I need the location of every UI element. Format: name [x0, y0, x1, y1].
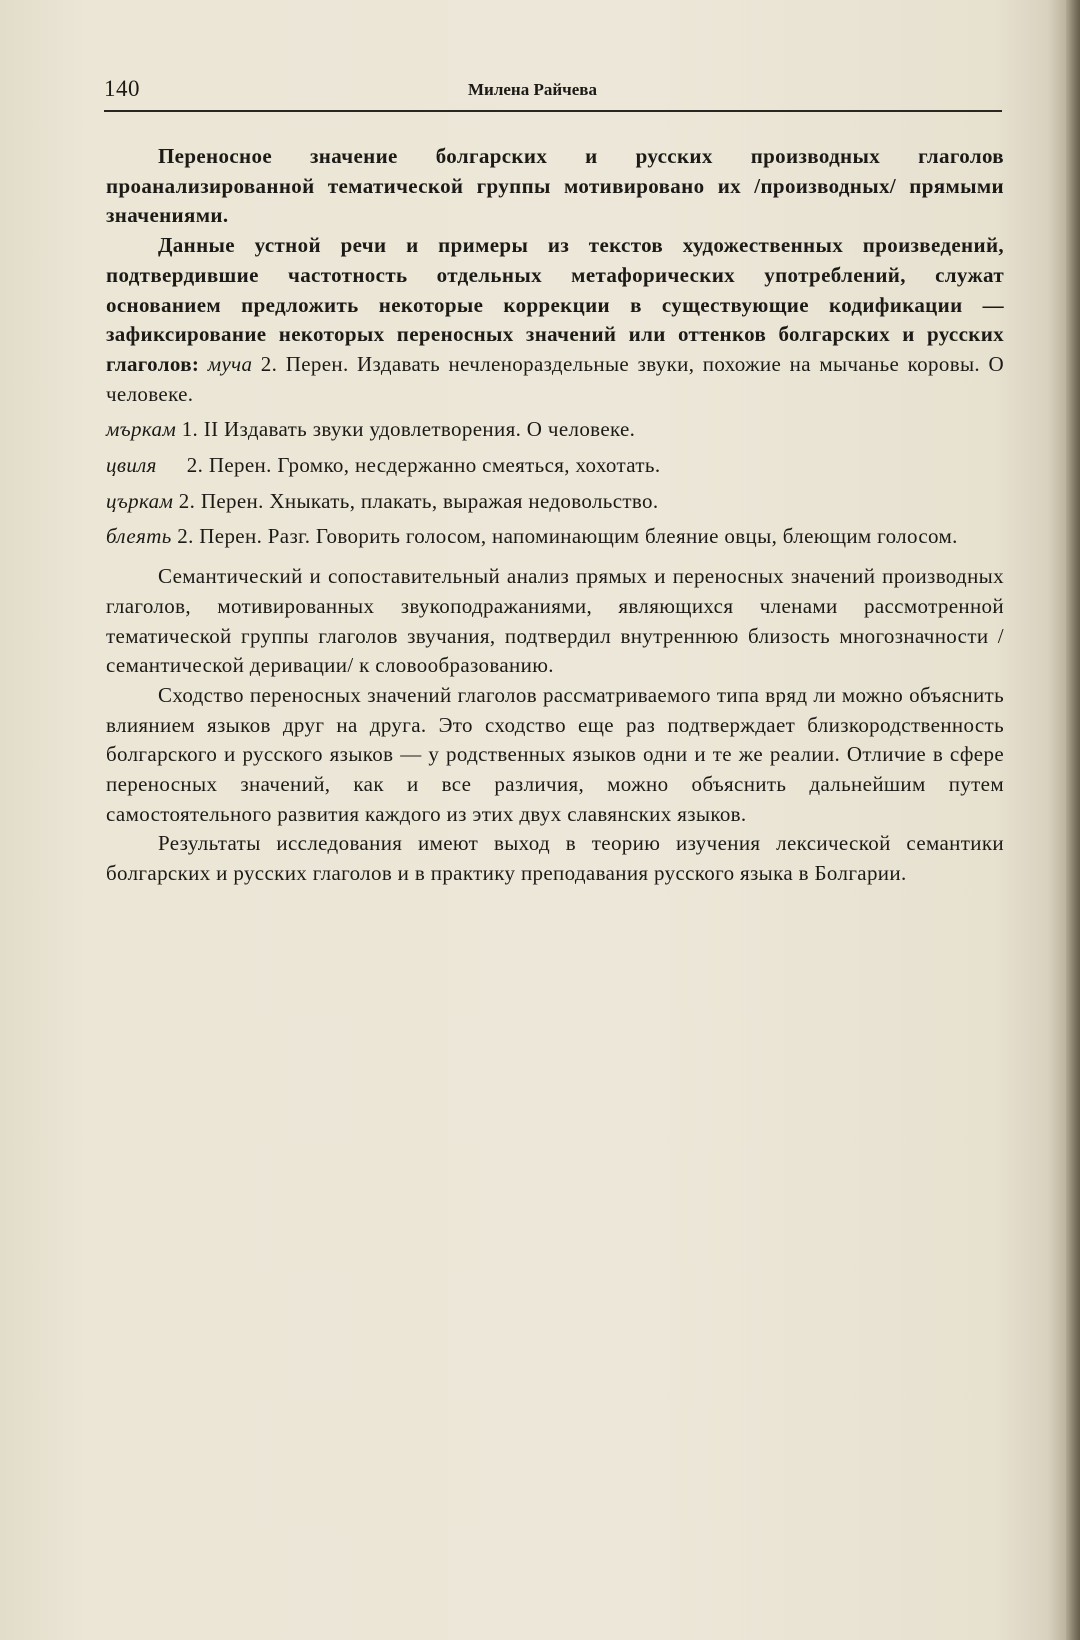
paragraph-2-bold: Данные устной речи и примеры из текстов художественных произведений, подтвердившие частотность отдельных метафорических употреблений, служат основанием предложить некоторые коррекции в существующие кодификации — зафиксирование некоторых переносных значений или оттенков болгарских и русских глаголов:	[106, 233, 1004, 376]
running-head-author: Милена Райчева	[468, 80, 597, 99]
entry-item	[106, 451, 1004, 481]
body-text	[106, 142, 1004, 889]
entry-definition: 1. II Издавать звуки удовлетворения. О человеке.	[176, 417, 636, 442]
header-rule	[104, 110, 1002, 112]
paragraph-2-headword: муча	[207, 351, 253, 376]
entry-definition: 2. Перен. Громко, несдержанно смеяться, хохотать.	[186, 453, 661, 478]
entry-definition: 2. Перен. Разг. Говорить голосом, напоминающим блеяние овцы, блеющим голосом.	[171, 524, 958, 549]
entry-headword: блеять	[106, 524, 172, 549]
entry-item	[106, 487, 1004, 517]
running-head	[104, 76, 1002, 112]
entry-headword: църкам	[106, 488, 174, 513]
entry-item	[106, 415, 1004, 445]
paragraph-5: Результаты исследования имеют выход в теорию изучения лексической семантики болгарских и русских глаголов и в практику преподавания русского языка в Болгарии.	[106, 831, 1004, 886]
entry-headword: цвиля	[106, 453, 157, 478]
page-number: 140	[104, 76, 140, 101]
page-edge-shadow	[1066, 0, 1080, 1640]
paragraph-1: Переносное значение болгарских и русских производных глаголов проанализированной тематической группы мотивировано их /производных/ прямыми значениями.	[106, 144, 1004, 228]
entry-headword: мъркам	[106, 417, 177, 442]
paragraph-4: Сходство переносных значений глаголов рассматриваемого типа вряд ли можно объяснить влиянием языков друг на друга. Это сходство еще раз подтверждает близкородственность болгарского и русского языков — у родственных языков одни и те же реалии. Отличие в сфере переносных значений, как и все различия, можно объяснить дальнейшим путем самостоятельного развития каждого из этих двух славянских языков.	[106, 682, 1004, 826]
paragraph-2-definition: 2. Перен. Издавать нечленораздельные звуки, похожие на мычанье коровы. О человеке.	[106, 351, 1004, 406]
paragraph-2	[106, 231, 1004, 409]
paragraph-3: Семантический и сопоставительный анализ прямых и переносных значений производных глаголов, мотивированных звукоподражаниями, являющихся членами рассмотренной тематической группы глаголов звучания, подтвердил внутреннюю близость многозначности /семантической деривации/ к словообразованию.	[106, 564, 1004, 678]
entry-definition: 2. Перен. Хныкать, плакать, выражая недовольство.	[173, 488, 659, 513]
entry-item	[106, 522, 1004, 552]
